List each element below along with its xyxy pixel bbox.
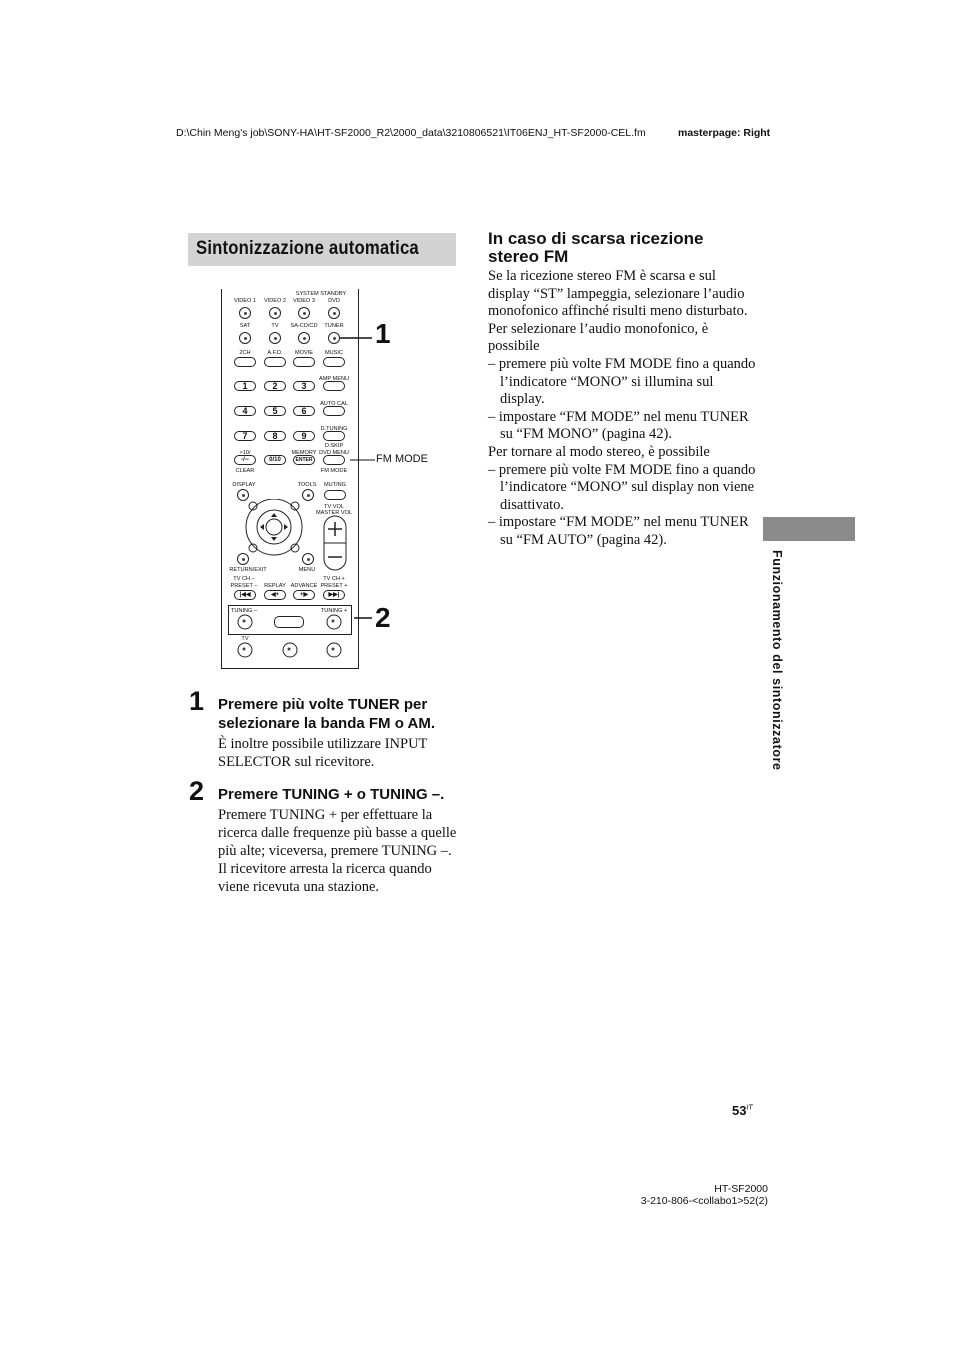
- num-button: 3: [293, 381, 315, 391]
- dash-item: – impostare “FM MODE” nel menu TUNER su “FM MONO” (pagina 42).: [488, 408, 749, 443]
- remote-label: TV: [271, 323, 279, 329]
- advance-icon: +▶: [293, 590, 315, 600]
- remote-label: TV CH +: [323, 576, 345, 582]
- remote-label: REPLAY: [264, 583, 286, 589]
- remote-label: VIDEO 1: [233, 298, 257, 304]
- fm-mode-callout-label: FM MODE: [376, 453, 428, 465]
- num-button: 7: [234, 431, 256, 441]
- page-number-suffix: IT: [746, 1104, 753, 1112]
- remote-button: [239, 307, 251, 319]
- replay-icon: ◀+: [264, 590, 286, 600]
- pause-button: [283, 643, 298, 658]
- header-file-path: D:\Chin Meng's job\SONY-HA\HT-SF2000_R2\2000_data\3210806521\IT06ENJ_HT-SF2000-CEL.fm: [176, 127, 646, 139]
- remote-label: D.SKIP: [324, 443, 344, 449]
- remote-label: SYSTEM STANDBY: [295, 291, 347, 297]
- dash-item: – premere più volte FM MODE fino a quando l’indicatore “MONO” sul display non viene disattivato.: [488, 461, 756, 513]
- menu-button: [302, 553, 314, 565]
- paragraph: Per selezionare l’audio monofonico, è possibile: [488, 320, 709, 355]
- remote-button: [264, 357, 286, 367]
- remote-label: MUTING: [323, 482, 347, 488]
- step-heading: Premere più volte TUNER per selezionare la banda FM o AM.: [218, 696, 435, 732]
- num-button: 6: [293, 406, 315, 416]
- remote-label: TUNING +: [320, 608, 348, 614]
- remote-label: VIDEO 2: [263, 298, 287, 304]
- return-button: [237, 553, 249, 565]
- remote-label: AUTO CAL: [320, 401, 348, 407]
- remote-button: [234, 357, 256, 367]
- remote-label: ADVANCE: [290, 583, 318, 589]
- step-body: È inoltre possibile utilizzare INPUT SELECTOR sul ricevitore.: [218, 736, 428, 770]
- remote-label: TV: [241, 636, 249, 642]
- callout-1: 1: [375, 318, 391, 349]
- footer-model: HT-SF2000: [714, 1183, 768, 1195]
- callout-2: 2: [375, 602, 391, 633]
- remote-label: MASTER VOL: [315, 510, 353, 516]
- num-button: 2: [264, 381, 286, 391]
- remote-button: [293, 357, 315, 367]
- page-number-value: 53: [732, 1103, 747, 1118]
- remote-button: [269, 332, 281, 344]
- step-number: 2: [189, 776, 205, 806]
- callout-lines: [330, 320, 380, 640]
- paragraph: Per tornare al modo stereo, è possibile: [488, 443, 710, 460]
- remote-label: DISPLAY: [232, 482, 256, 488]
- remote-label: TOOLS: [297, 482, 317, 488]
- remote-label: PRESET –: [230, 583, 258, 589]
- num-button: 5: [264, 406, 286, 416]
- num-button: 8: [264, 431, 286, 441]
- remote-button: [298, 332, 310, 344]
- remote-button: [298, 307, 310, 319]
- remote-label: DVD MENU: [319, 450, 349, 456]
- remote-button: [239, 332, 251, 344]
- remote-label: DVD: [328, 298, 340, 304]
- remote-label: MOVIE: [294, 350, 314, 356]
- remote-label: RETURN/EXIT: [229, 567, 267, 573]
- num-button: 9: [293, 431, 315, 441]
- remote-label: 2CH: [239, 350, 251, 356]
- remote-label: PRESET +: [320, 583, 348, 589]
- subsection-body: [488, 268, 756, 550]
- side-tab-label: Funzionamento del sintonizzatore: [770, 550, 784, 771]
- remote-button: [328, 307, 340, 319]
- tv-power-button: [238, 643, 253, 658]
- num-button: 4: [234, 406, 256, 416]
- stop-button: [327, 643, 342, 658]
- remote-label: TUNER: [324, 323, 344, 329]
- section-title: Sintonizzazione automatica: [196, 238, 419, 259]
- footer-code: 3-210-806-<collabo1>52(2): [640, 1195, 768, 1207]
- step-body: Premere TUNING + per effettuare la ricerca dalle frequenze più basse a quelle più alte; viceversa, premere TUNING –. Il ricevitore arresta la ricerca quando viene ricevuta una stazione.: [218, 807, 457, 895]
- remote-label: AMP MENU: [318, 376, 350, 382]
- remote-label: TV CH –: [233, 576, 255, 582]
- side-tab-marker: [763, 517, 855, 541]
- remote-label: FM MODE: [320, 468, 348, 474]
- subsection-title: In caso di scarsa ricezione stereo FM: [488, 229, 704, 266]
- remote-label: SA-CD/CD: [290, 323, 318, 329]
- remote-label: SAT: [239, 323, 251, 329]
- num-button: 1: [234, 381, 256, 391]
- remote-label: VIDEO 3: [292, 298, 316, 304]
- page-number: [732, 1103, 753, 1118]
- remote-label: TUNING –: [230, 608, 258, 614]
- tuning-minus-button: [238, 615, 253, 630]
- dash-item: – impostare “FM MODE” nel menu TUNER su “FM AUTO” (pagina 42).: [488, 514, 749, 548]
- remote-label: MENU: [298, 567, 316, 573]
- step-heading: Premere TUNING + o TUNING –.: [218, 786, 445, 803]
- remote-label: CLEAR: [235, 468, 255, 474]
- header-masterpage: masterpage: Right: [678, 127, 771, 139]
- remote-label: A.F.D.: [267, 350, 283, 356]
- footer: [620, 1183, 768, 1207]
- remote-label: MEMORY: [291, 450, 317, 456]
- remote-label: D.TUNING: [320, 426, 348, 432]
- remote-label: >10/: [239, 450, 251, 456]
- remote-label: TV VOL: [324, 504, 344, 510]
- remote-button: [269, 307, 281, 319]
- prev-icon: |◀◀: [234, 590, 256, 600]
- next-icon: ▶▶|: [323, 590, 345, 600]
- remote-button: -/--: [234, 455, 256, 465]
- remote-button: 0/10: [264, 455, 286, 465]
- paragraph: Se la ricezione stereo FM è scarsa e sul display “ST” lampeggia, selezionare l’audio monofonico affinché risulti meno disturbato.: [488, 268, 748, 320]
- dash-item: – premere più volte FM MODE fino a quando l’indicatore “MONO” si illumina sul display.: [488, 355, 756, 408]
- step-number: 1: [189, 686, 205, 716]
- enter-button: ENTER: [293, 455, 315, 465]
- remote-label: MUSIC: [324, 350, 344, 356]
- play-button: [274, 616, 304, 628]
